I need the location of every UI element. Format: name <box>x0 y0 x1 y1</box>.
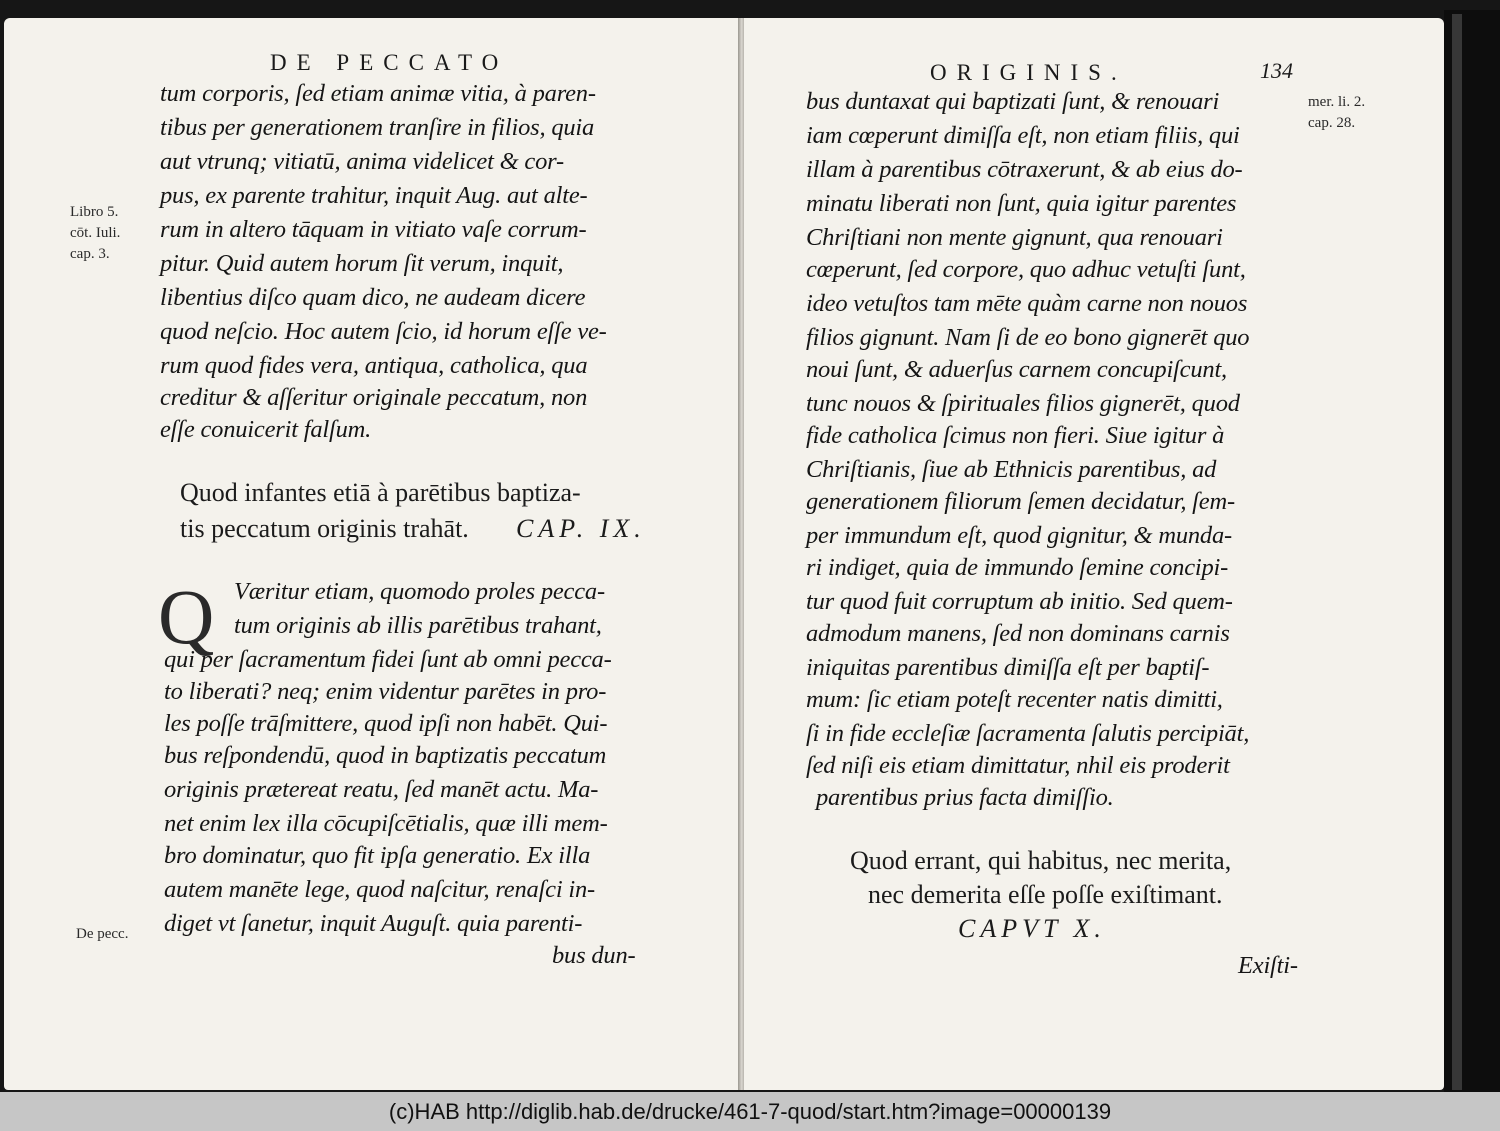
heading-line: Quod errant, qui habitus, nec merita, <box>850 846 1232 875</box>
text-line: ſed niſi eis etiam dimittatur, nhil eis proderit <box>806 752 1230 779</box>
text-line: quod neſcio. Hoc autem ſcio, id horum eſſe ve- <box>160 318 607 345</box>
text-line: noui ſunt, & aduerſus carnem concupiſcunt, <box>806 356 1227 383</box>
catchword: Exiſti- <box>1238 952 1298 979</box>
text-line: libentius diſco quam dico, ne audeam dicere <box>160 284 586 311</box>
text-line: tum corporis, ſed etiam animæ vitia, à paren- <box>160 80 596 107</box>
text-line: tur quod fuit corruptum ab initio. Sed quem- <box>806 588 1233 615</box>
text-line: eſſe conuicerit falſum. <box>160 416 372 443</box>
text-line: iam cœperunt dimiſſa eſt, non etiam filiis, qui <box>806 122 1240 149</box>
text-line: les poſſe trāſmittere, quod ipſi non habēt. Qui- <box>164 710 608 737</box>
heading-line: Quod infantes etiā à parētibus baptiza- <box>180 478 581 507</box>
text-line: rum quod fides vera, antiqua, catholica, qua <box>160 352 588 379</box>
text-line: Chriſtiani non mente gignunt, qua renouari <box>806 224 1223 251</box>
left-page <box>4 18 740 1090</box>
text-line: pus, ex parente trahitur, inquit Aug. aut alte- <box>160 182 588 209</box>
text-line: iniquitas parentibus dimiſſa eſt per baptiſ- <box>806 654 1210 681</box>
chapter-number: CAP. IX. <box>516 514 646 543</box>
text-line: Chriſtianis, ſiue ab Ethnicis parentibus, ad <box>806 456 1217 483</box>
text-line: ſi in fide eccleſiæ ſacramenta ſalutis percipiāt, <box>806 720 1250 747</box>
text-line: generationem filiorum ſemen decidatur, ſem- <box>806 488 1235 515</box>
text-line: tum originis ab illis parētibus trahant, <box>234 612 602 639</box>
text-line: bus reſpondendū, quod in baptizatis peccatum <box>164 742 607 769</box>
text-line: pitur. Quid autem horum ſit verum, inquit, <box>160 250 564 277</box>
text-line: diget vt ſanetur, inquit Auguſt. quia parenti- <box>164 910 583 937</box>
catchword: bus dun- <box>552 942 636 969</box>
left-running-head: DE PECCATO <box>270 50 509 75</box>
text-line: minatu liberati non ſunt, quia igitur parentes <box>806 190 1237 217</box>
text-line: Væritur etiam, quomodo proles pecca- <box>234 578 605 605</box>
right-running-head: ORIGINIS. <box>930 60 1127 85</box>
right-margin-note: mer. li. 2. cap. 28. <box>1308 94 1366 131</box>
text-line: ideo vetuſtos tam mēte quàm carne non nouos <box>806 290 1248 317</box>
heading-line: nec demerita eſſe poſſe exiſtimant. <box>868 880 1223 909</box>
right-page <box>744 18 1444 1090</box>
text-line: creditur & aſſeritur originale peccatum, non <box>160 384 588 411</box>
text-line: aut vtrunq; vitiatū, anima videlicet & cor- <box>160 148 564 175</box>
text-line: to liberati? neq; enim videntur parētes in pro- <box>164 678 607 705</box>
book-edge <box>1444 10 1500 1092</box>
text-line: qui per ſacramentum fidei ſunt ab omni pecca- <box>164 646 612 673</box>
chapter-number: CAPVT X. <box>958 914 1106 943</box>
text-line: filios gignunt. Nam ſi de eo bono gignerēt quo <box>806 324 1250 351</box>
heading-line: tis peccatum originis trahāt. <box>180 514 469 543</box>
footer-credit: (c)HAB http://diglib.hab.de/drucke/461-7-quod/start.htm?image=00000139 <box>0 1092 1500 1131</box>
text-line: parentibus prius facta dimiſſio. <box>816 784 1114 811</box>
text-line: bro dominatur, quo fit ipſa generatio. Ex illa <box>164 842 591 869</box>
text-line: mum: ſic etiam poteſt recenter natis dimitti, <box>806 686 1223 713</box>
left-margin-note-2: De pecc. <box>76 926 129 942</box>
text-line: autem manēte lege, quod naſcitur, renaſci in- <box>164 876 595 903</box>
text-line: rum in altero tāquam in vitiato vaſe corrum- <box>160 216 587 243</box>
text-line: tunc nouos & ſpirituales filios gignerēt, quod <box>806 390 1240 417</box>
text-line: net enim lex illa cōcupiſcētialis, quæ illi mem- <box>164 810 608 837</box>
text-line: cœperunt, ſed corpore, quo adhuc vetuſti ſunt, <box>806 256 1246 283</box>
text-line: fide catholica ſcimus non fieri. Siue igitur à <box>806 422 1225 449</box>
drop-cap-initial: Q <box>158 573 215 660</box>
page-number: 134 <box>1260 58 1293 83</box>
text-line: admodum manens, ſed non dominans carnis <box>806 620 1230 647</box>
text-line: tibus per generationem tranſire in filios, quia <box>160 114 595 141</box>
text-line: illam à parentibus cōtraxerunt, & ab eius do- <box>806 156 1243 183</box>
text-line: originis prætereat reatu, ſed manēt actu. Ma- <box>164 776 599 803</box>
text-line: ri indiget, quia de immundo ſemine concipi- <box>806 554 1229 581</box>
text-line: bus duntaxat qui baptizati ſunt, & renouari <box>806 88 1220 115</box>
text-line: per immundum eſt, quod gignitur, & munda- <box>806 522 1232 549</box>
left-margin-note-1: Libro 5. cōt. Iuli. cap. 3. <box>70 204 121 262</box>
